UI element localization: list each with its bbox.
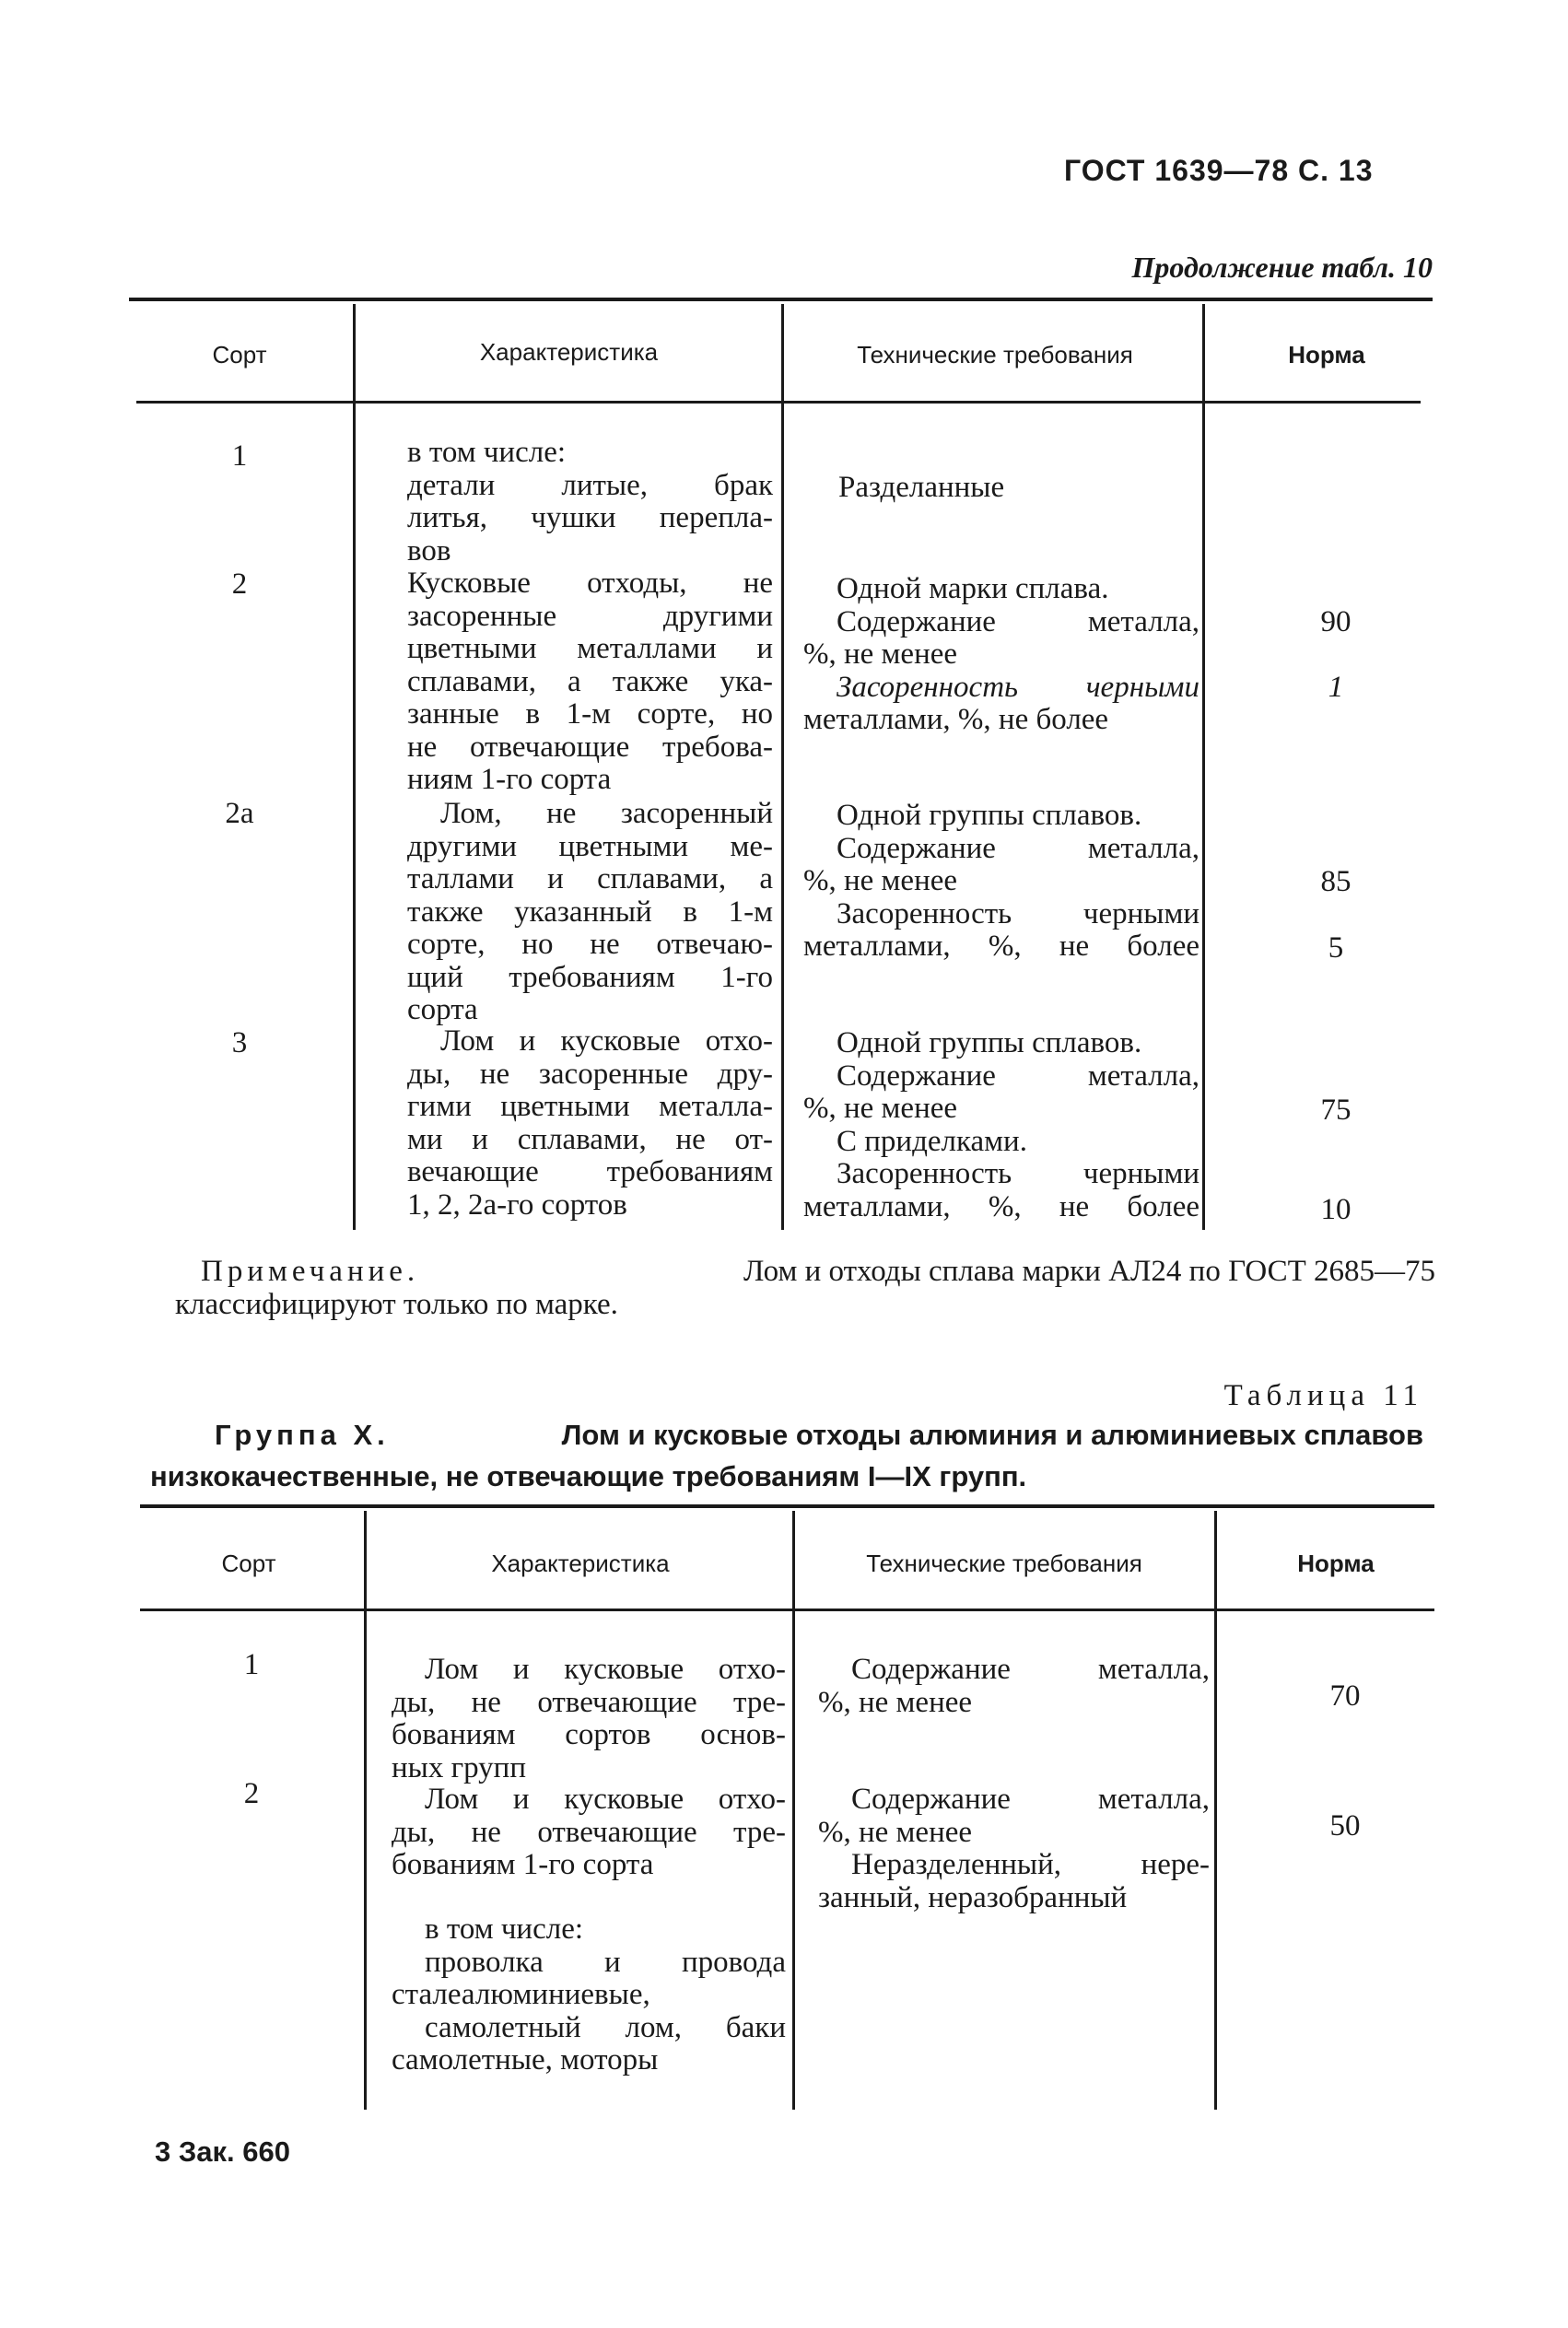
- text-line: %, не менее: [818, 1685, 973, 1719]
- text-line: засоренные другими: [407, 599, 773, 633]
- text-line: таллами и сплавами, а: [407, 862, 773, 895]
- table-title-continued: низкокачественные, не отвечающие требованиям I—IX групп.: [150, 1460, 1027, 1492]
- text-line: С приделками.: [837, 1124, 1027, 1158]
- text-line: Одной марки сплава.: [837, 572, 1109, 605]
- text-line: %, не менее: [818, 1815, 973, 1849]
- text-line: не отвечающие требова-: [407, 730, 773, 764]
- sort-value: 3: [231, 1026, 248, 1059]
- text-line: Одной группы сплавов.: [837, 799, 1142, 832]
- requirements-cell: [803, 573, 1199, 737]
- text-line: металлами, %, не более: [803, 930, 1199, 963]
- text-line: также указанный в 1-м: [407, 895, 773, 929]
- text-line: щий требованиям 1-го: [407, 960, 773, 994]
- text-line: Лом и кусковые отхо-: [425, 1653, 786, 1686]
- norm-value: 10: [1320, 1193, 1352, 1226]
- text-line: металлами, %, не более: [803, 1189, 1199, 1223]
- characteristic-cell: [407, 567, 773, 797]
- page-footer: 3 Зак. 660: [155, 2135, 290, 2168]
- table-top-rule: [140, 1504, 1434, 1508]
- requirements-cell: [818, 1654, 1210, 1719]
- column-divider: [364, 1511, 367, 2110]
- text-line: Разделанные: [838, 471, 1005, 504]
- text-line: Содержание металла,: [851, 1653, 1210, 1686]
- text-line: Неразделенный, нере-: [851, 1848, 1210, 1881]
- characteristic-cell: [392, 1784, 786, 1882]
- text-line: сорте, но не отвечаю-: [407, 928, 773, 961]
- norm-value: 75: [1320, 1094, 1352, 1127]
- text-line: 1, 2, 2а-го сортов: [407, 1187, 627, 1222]
- note-label: Примечание.: [201, 1255, 420, 1288]
- text-line: сталеалюминиевые,: [392, 1978, 650, 2011]
- text-line: металлами, %, не более: [803, 703, 1109, 736]
- page-header: ГОСТ 1639—78 С. 13: [1064, 154, 1374, 187]
- table-title-text: Лом и кусковые отходы алюминия и алюминиевых сплавов: [561, 1419, 1423, 1451]
- text-line: в том числе:: [425, 1913, 584, 1946]
- column-header-norm: Норма: [1297, 1550, 1375, 1577]
- table-top-rule: [129, 298, 1433, 301]
- sort-value: 1: [243, 1648, 260, 1681]
- text-line: ды, не засоренные дру-: [407, 1057, 773, 1091]
- requirements-cell: [818, 1784, 1210, 1914]
- text-line: цветными металлами и: [407, 632, 773, 665]
- norm-value: 50: [1329, 1809, 1361, 1843]
- characteristic-cell: [392, 1654, 786, 1784]
- text-line: проволка и провода: [425, 1945, 786, 1979]
- column-header-sort: Сорт: [221, 1550, 276, 1577]
- norm-value: 90: [1320, 605, 1352, 638]
- table-label: Таблица 11: [1223, 1379, 1423, 1412]
- column-divider: [792, 1511, 795, 2110]
- column-divider: [353, 304, 356, 1230]
- norm-value: 70: [1329, 1679, 1361, 1713]
- characteristic-cell: [407, 798, 773, 1027]
- text-line: %, не менее: [803, 1092, 958, 1125]
- text-line: Одной группы сплавов.: [837, 1026, 1142, 1059]
- text-line: %, не менее: [803, 638, 958, 671]
- text-line: бованиям 1-го сорта: [392, 1848, 654, 1881]
- characteristic-sub-cell: [392, 1913, 786, 2077]
- header-bottom-rule: [136, 401, 1421, 404]
- text-line: детали литые, брак: [407, 468, 773, 502]
- column-header-requirements: Технические требования: [866, 1550, 1142, 1577]
- text-line: занные в 1-м сорте, но: [407, 697, 773, 731]
- text-line: сорта: [407, 993, 478, 1026]
- text-line: Засоренность черными: [837, 896, 1199, 930]
- group-label: Группа X.: [215, 1419, 390, 1451]
- text-line: самолетные, моторы: [392, 2043, 659, 2076]
- text-line: вов: [407, 533, 451, 567]
- note-text: Лом и отходы сплава марки АЛ24 по ГОСТ 2685—75: [743, 1255, 1435, 1288]
- table-note: [175, 1255, 1435, 1321]
- column-divider: [1202, 304, 1205, 1230]
- column-divider: [1214, 1511, 1217, 2110]
- sort-text: 2а: [225, 797, 254, 830]
- text-line: ных групп: [392, 1750, 527, 1784]
- text-line: другими цветными ме-: [407, 829, 773, 863]
- text-line: %, не менее: [803, 864, 958, 897]
- text-line: Содержание металла,: [837, 831, 1199, 865]
- sort-value: 2: [231, 567, 248, 601]
- text-line: Содержание металла,: [837, 604, 1199, 638]
- text-line: Лом, не засоренный: [440, 797, 773, 830]
- requirements-cell: [803, 1027, 1199, 1223]
- text-line: Лом и кусковые отхо-: [425, 1783, 786, 1816]
- text-line: ды, не отвечающие тре-: [392, 1815, 786, 1849]
- text-line: ды, не отвечающие тре-: [392, 1685, 786, 1719]
- column-header-characteristic: Характеристика: [479, 338, 659, 366]
- continuation-title: Продолжение табл. 10: [1131, 251, 1433, 284]
- text-line: самолетный лом, баки: [425, 2010, 786, 2044]
- text-line: Содержание металла,: [837, 1059, 1199, 1093]
- sort-value: 1: [231, 439, 248, 473]
- column-header-sort: Сорт: [212, 341, 267, 369]
- note-text-continued: классифицируют только по марке.: [175, 1288, 618, 1321]
- characteristic-cell: [407, 437, 773, 567]
- requirements-cell: [803, 800, 1199, 964]
- text-line: ниям 1-го сорта: [407, 763, 612, 796]
- text-line: в том числе:: [407, 436, 567, 469]
- text-line: литья, чушки перепла-: [407, 501, 773, 534]
- text-line: Засоренность черными: [837, 670, 1199, 704]
- text-line: Засоренность черными: [837, 1157, 1199, 1190]
- text-line: вечающие требованиям: [407, 1155, 773, 1188]
- text-line: Кусковые отходы, не: [407, 567, 773, 600]
- text-line: гими цветными металла-: [407, 1090, 773, 1123]
- norm-value: 5: [1328, 931, 1344, 965]
- text-line: сплавами, а также ука-: [407, 664, 773, 698]
- norm-value: 1: [1328, 671, 1344, 704]
- requirements-cell: [838, 472, 1198, 505]
- norm-value: 85: [1320, 865, 1352, 898]
- text-line: Содержание металла,: [851, 1783, 1210, 1816]
- sort-value: 2: [243, 1777, 260, 1810]
- header-bottom-rule: [140, 1609, 1434, 1611]
- text-line: занный, неразобранный: [818, 1880, 1128, 1914]
- text-line: бованиям сортов основ-: [392, 1718, 786, 1751]
- table-title: [215, 1419, 1423, 1452]
- column-divider: [781, 304, 784, 1230]
- text-line: ми и сплавами, не от-: [407, 1122, 773, 1156]
- sort-value: [212, 798, 267, 831]
- characteristic-cell: [407, 1025, 773, 1222]
- column-header-characteristic: Характеристика: [491, 1550, 670, 1577]
- column-header-requirements: Технические требования: [857, 341, 1133, 369]
- text-line: Лом и кусковые отхо-: [440, 1024, 773, 1058]
- column-header-norm: Норма: [1288, 341, 1365, 369]
